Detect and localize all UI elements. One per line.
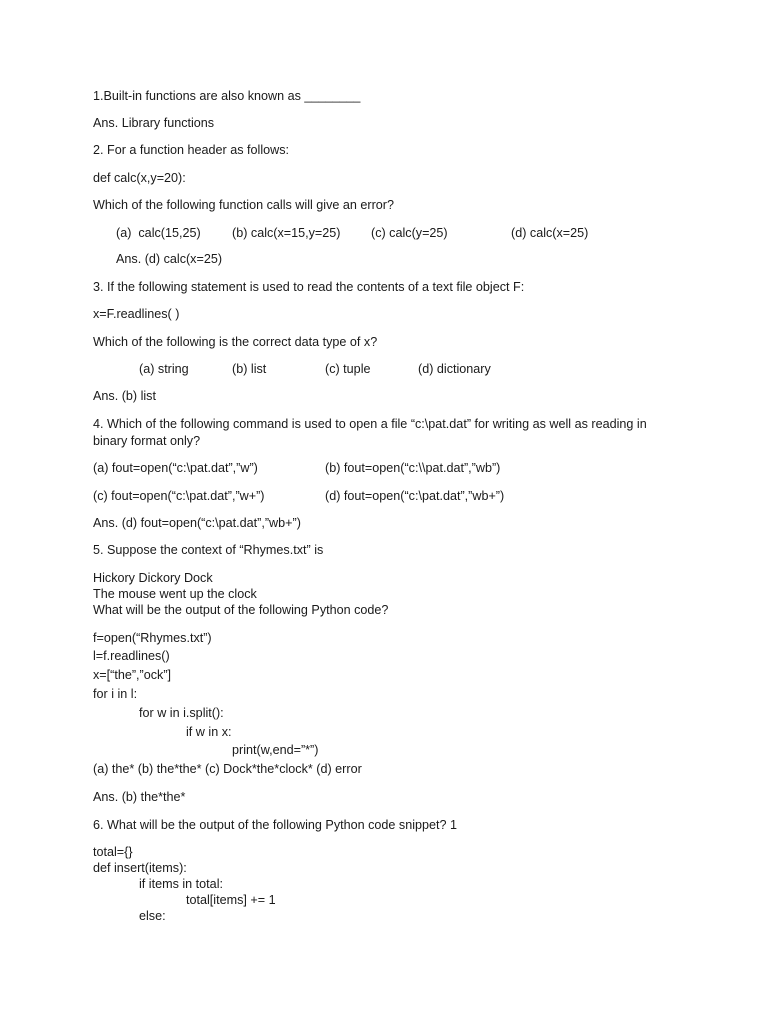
question-2-code: def calc(x,y=20): xyxy=(93,171,186,185)
question-2: 2. For a function header as follows: xyxy=(93,143,290,157)
question-2-option-c: (c) calc(y=25) xyxy=(371,226,448,240)
question-5-file-line-2: The mouse went up the clock xyxy=(93,587,257,601)
code-line: if w in x: xyxy=(186,725,232,739)
code-line: if items in total: xyxy=(139,877,223,891)
question-4-option-b: (b) fout=open(“c:\\pat.dat”,”wb”) xyxy=(325,461,501,475)
question-5-options: (a) the* (b) the*the* (c) Dock*the*clock* (d) error xyxy=(93,762,362,776)
code-line: total={} xyxy=(93,845,133,859)
answer-5: Ans. (b) the*the* xyxy=(93,790,186,804)
question-5-file-line-1: Hickory Dickory Dock xyxy=(93,571,213,585)
question-3-option-a: (a) string xyxy=(139,362,189,376)
question-4-line-1: 4. Which of the following command is used to open a file “c:\pat.dat” for writing as well as reading in xyxy=(93,417,647,431)
answer-3: Ans. (b) list xyxy=(93,389,156,403)
question-2-option-d: (d) calc(x=25) xyxy=(511,226,589,240)
code-line: for i in l: xyxy=(93,687,138,701)
question-3-option-c: (c) tuple xyxy=(325,362,371,376)
code-line: def insert(items): xyxy=(93,861,187,875)
question-3-prompt: Which of the following is the correct data type of x? xyxy=(93,335,378,349)
question-2-prompt: Which of the following function calls will give an error? xyxy=(93,198,394,212)
code-line: for w in i.split(): xyxy=(139,706,224,720)
code-line: print(w,end=”*”) xyxy=(232,743,319,757)
question-3: 3. If the following statement is used to read the contents of a text file object F: xyxy=(93,280,525,294)
answer-1: Ans. Library functions xyxy=(93,116,215,130)
question-5-prompt: What will be the output of the following Python code? xyxy=(93,603,389,617)
question-5: 5. Suppose the context of “Rhymes.txt” is xyxy=(93,543,324,557)
question-2-option-b: (b) calc(x=15,y=25) xyxy=(232,226,341,240)
question-3-option-d: (d) dictionary xyxy=(418,362,491,376)
question-4-option-c: (c) fout=open(“c:\pat.dat”,”w+”) xyxy=(93,489,265,503)
question-2-option-a: (a) calc(15,25) xyxy=(116,226,201,240)
question-6: 6. What will be the output of the following Python code snippet? 1 xyxy=(93,818,458,832)
code-line: total[items] += 1 xyxy=(186,893,276,907)
code-line: x=[“the”,”ock”] xyxy=(93,668,172,682)
question-1: 1.Built-in functions are also known as ________ xyxy=(93,89,361,103)
question-3-option-b: (b) list xyxy=(232,362,267,376)
question-4-line-2: binary format only? xyxy=(93,434,201,448)
question-3-code: x=F.readlines( ) xyxy=(93,307,180,321)
question-4-option-a: (a) fout=open(“c:\pat.dat”,”w”) xyxy=(93,461,258,475)
question-4-option-d: (d) fout=open(“c:\pat.dat”,”wb+”) xyxy=(325,489,505,503)
answer-2: Ans. (d) calc(x=25) xyxy=(116,252,223,266)
code-line: else: xyxy=(139,909,166,923)
answer-4: Ans. (d) fout=open(“c:\pat.dat”,”wb+”) xyxy=(93,516,301,530)
code-line: f=open(“Rhymes.txt”) xyxy=(93,631,212,645)
code-line: l=f.readlines() xyxy=(93,649,170,663)
